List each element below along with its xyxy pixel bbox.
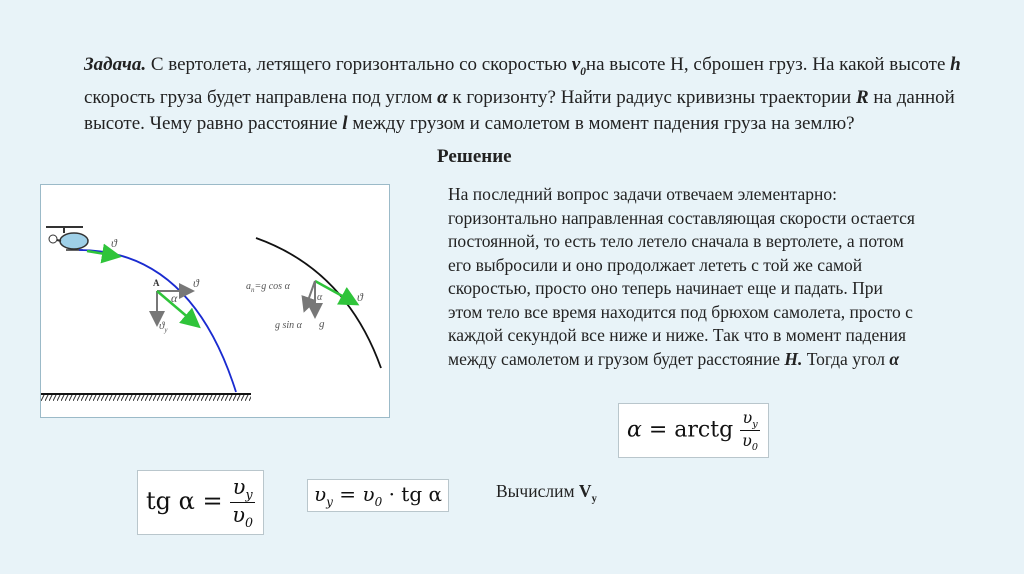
- task-label: Задача.: [84, 54, 147, 75]
- point-A-label: A: [153, 278, 160, 288]
- vy-tail: · tg α: [382, 482, 443, 506]
- vy-symbol: υ: [314, 482, 327, 506]
- vy-formula: [307, 479, 449, 512]
- theta-label-3: ϑ: [357, 290, 363, 304]
- g-sin-label: g sin α: [275, 320, 302, 331]
- helicopter-icon: [46, 227, 88, 250]
- alpha-symbol: α: [437, 86, 448, 108]
- theta-label-1: ϑ: [111, 236, 117, 250]
- task-text-1: С вертолета, летящего горизонтально со скоростью: [146, 54, 572, 75]
- calc-V-sub: y: [591, 493, 597, 505]
- alpha-label-2: α: [317, 292, 323, 303]
- tg-formula-lhs: tg α =: [146, 487, 231, 516]
- H-symbol: H.: [784, 348, 803, 369]
- solution-text: [448, 183, 918, 371]
- v0-sub: 0: [580, 65, 586, 78]
- v0-symbol: v: [571, 54, 581, 75]
- normal-accel-arrow: [305, 281, 315, 309]
- alpha-formula-lhs: α =: [627, 417, 675, 443]
- l-symbol: l: [342, 112, 348, 134]
- ground-hatch: [41, 394, 251, 401]
- h-symbol: h: [950, 54, 961, 75]
- solution-heading: Решение: [437, 146, 512, 167]
- task-statement: [84, 52, 964, 137]
- task-text-6: между грузом и самолетом в момент падения груза на землю?: [347, 112, 855, 134]
- an-label: $a_n=g$ cos α: [246, 281, 290, 294]
- vy-sub: y: [326, 495, 333, 509]
- task-text-2: на высоте H, сброшен груз. На какой высоте: [585, 54, 951, 75]
- task-text-3: скорость груза будет направлена под углом: [84, 86, 438, 108]
- theta-label-2: ϑ: [193, 276, 199, 290]
- alpha-fraction: $\frac{\upsilon_y}{\upsilon_0}$: [742, 408, 759, 454]
- calc-vy-label: [496, 481, 597, 505]
- calc-text: Вычислим: [496, 481, 579, 501]
- solution-tail: Тогда угол: [802, 348, 890, 369]
- trajectory-svg: [41, 185, 389, 417]
- solution-paragraph: На последний вопрос задачи отвечаем элементарно: горизонтально направленная составляющая скорости остается постоянной, то есть тело летело сначала в вертолете, а потом его выбросили и оно продолжает лететь с той же самой скоростью, просто оно теперь начинает еще и падать. При этом тело все время находится под брюхом самолета, просто с каждой секундой все ниже и ниже. Так что в момент падения между самолетом и грузом будет расстояние: [448, 184, 915, 369]
- alpha-formula: [618, 403, 769, 458]
- tg-formula: [137, 470, 264, 535]
- alpha-bold: α: [889, 348, 900, 369]
- task-text-4: к горизонту? Найти радиус кривизны траектории: [447, 86, 856, 108]
- tg-fraction: $\frac{\upsilon_y}{\upsilon_0}$: [232, 475, 254, 531]
- trajectory-diagram: [40, 184, 390, 418]
- R-symbol: R: [855, 86, 869, 108]
- g-label: g: [319, 318, 325, 330]
- calc-V: V: [578, 481, 592, 501]
- vy-rhs: = υ: [332, 482, 375, 506]
- task-text-5: на данной высоте. Чему равно расстояние: [84, 86, 955, 134]
- alpha-label-1: α: [171, 291, 178, 305]
- vy-rhs-sub: 0: [374, 495, 383, 509]
- arctg-text: arctg: [674, 417, 734, 443]
- theta-y-label: $ϑ_y$: [159, 320, 168, 334]
